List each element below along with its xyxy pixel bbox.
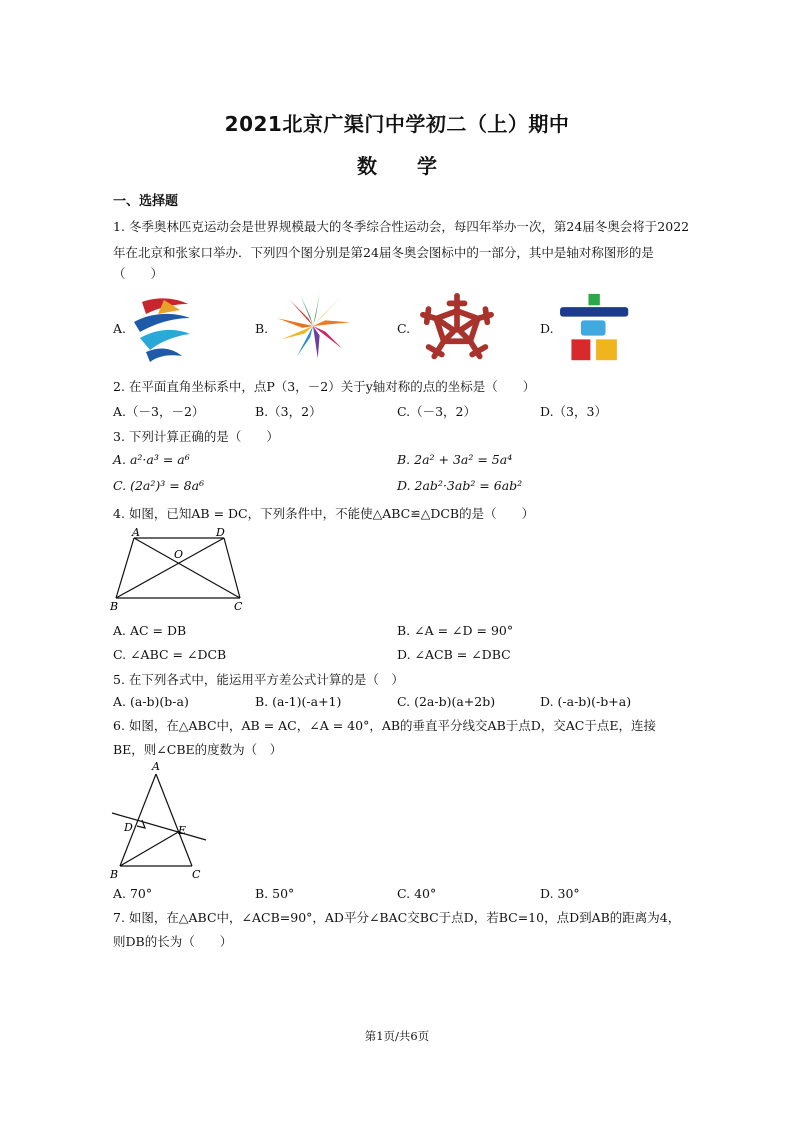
snowflake-emblem-icon bbox=[412, 292, 502, 364]
q5-option-a: A. (a-b)(b-a) bbox=[113, 694, 189, 709]
q1-option-d: D. bbox=[540, 321, 554, 336]
q6-option-d: D. 30° bbox=[540, 886, 580, 901]
q6-label-e: E bbox=[178, 824, 187, 837]
q2-stem: 2. 在平面直角坐标系中，点P（3，－2）关于y轴对称的点的坐标是（ ） bbox=[113, 379, 536, 394]
q5-option-c: C. (2a-b)(a+2b) bbox=[397, 694, 496, 709]
q6-label-a: A bbox=[152, 760, 160, 773]
q1-option-b: B. bbox=[255, 321, 269, 336]
q4-option-b: B. ∠A = ∠D = 90° bbox=[397, 623, 514, 638]
q4-label-d: D bbox=[216, 526, 225, 539]
q2-option-a: A.（－3，－2） bbox=[113, 404, 205, 419]
q4-label-b: B bbox=[110, 600, 119, 613]
exam-title: 2021北京广渠门中学初二（上）期中 bbox=[224, 112, 570, 136]
inukshuk-emblem-icon bbox=[552, 292, 642, 364]
q2-option-b: B.（3，2） bbox=[255, 404, 322, 419]
q4-figure bbox=[108, 526, 250, 614]
q1-option-c: C. bbox=[397, 321, 411, 336]
page-number: 第1页/共6页 bbox=[364, 1029, 430, 1043]
q5-option-d: D. (-a-b)(-b+a) bbox=[540, 694, 632, 709]
q4-label-c: C bbox=[234, 600, 243, 613]
q2-option-c: C.（－3，2） bbox=[397, 404, 476, 419]
q7-line1: 7. 如图，在△ABC中，∠ACB=90°，AD平分∠BAC交BC于点D，若BC=10，点D到AB的距离为4， bbox=[113, 910, 681, 925]
q6-option-a: A. 70° bbox=[113, 886, 153, 901]
q3-option-a bbox=[113, 452, 190, 467]
q2-option-d: D.（3，3） bbox=[540, 404, 607, 419]
q4-option-a: A. AC = DB bbox=[113, 623, 187, 638]
q5-stem: 5. 在下列各式中，能运用平方差公式计算的是（ ） bbox=[113, 672, 404, 687]
q1-line2: 年在北京和张家口举办．下列四个图分别是第24届冬奥会图标中的一部分，其中是轴对称图形的是 bbox=[113, 245, 654, 260]
q4-label-o: O bbox=[174, 548, 184, 561]
q6-option-c: C. 40° bbox=[397, 886, 437, 901]
q1-line1: 1. 冬季奥林匹克运动会是世界规模最大的冬季综合性运动会，每四年举办一次，第24届冬奥会将于2022 bbox=[113, 219, 690, 234]
q3-option-d-text: D. 2ab²·3ab² = 6ab² bbox=[397, 478, 523, 493]
q6-label-c: C bbox=[192, 868, 201, 881]
q3-option-b-text: B. 2a² + 3a² = 5a⁴ bbox=[397, 452, 513, 467]
q6-label-d: D bbox=[124, 821, 133, 834]
q1-bracket: （ ） bbox=[113, 266, 164, 281]
flame-emblem-icon bbox=[268, 290, 358, 362]
q3-option-b bbox=[397, 452, 512, 467]
q5-option-b: B. (a-1)(-a+1) bbox=[255, 694, 342, 709]
q6-line1: 6. 如图，在△ABC中，AB = AC，∠A = 40°，AB的垂直平分线交AB于点D，交AC于点E，连接 bbox=[113, 718, 656, 733]
section-heading: 一、选择题 bbox=[113, 194, 179, 209]
q3-option-d bbox=[397, 478, 522, 493]
q1-option-a: A. bbox=[113, 321, 127, 336]
q4-option-d: D. ∠ACB = ∠DBC bbox=[397, 647, 511, 662]
q3-stem: 3. 下列计算正确的是（ ） bbox=[113, 429, 279, 444]
q6-figure bbox=[106, 758, 212, 882]
exam-subject: 数 学 bbox=[357, 154, 437, 178]
q6-option-b: B. 50° bbox=[255, 886, 295, 901]
q3-option-c-text: C. (2a²)³ = 8a⁶ bbox=[113, 478, 205, 493]
q4-stem: 4. 如图，已知AB = DC，下列条件中，不能使△ABC≌△DCB的是（ ） bbox=[113, 506, 535, 521]
q4-label-a: A bbox=[132, 526, 140, 539]
ribbon-emblem-icon bbox=[124, 294, 214, 366]
q6-label-b: B bbox=[110, 868, 119, 881]
q7-line2: 则DB的长为（ ） bbox=[113, 934, 233, 949]
q3-option-c bbox=[113, 478, 204, 493]
q4-option-c: C. ∠ABC = ∠DCB bbox=[113, 647, 227, 662]
q3-option-a-text: A. a²·a³ = a⁶ bbox=[113, 452, 190, 467]
q6-line2: BE，则∠CBE的度数为（ ） bbox=[113, 742, 283, 757]
